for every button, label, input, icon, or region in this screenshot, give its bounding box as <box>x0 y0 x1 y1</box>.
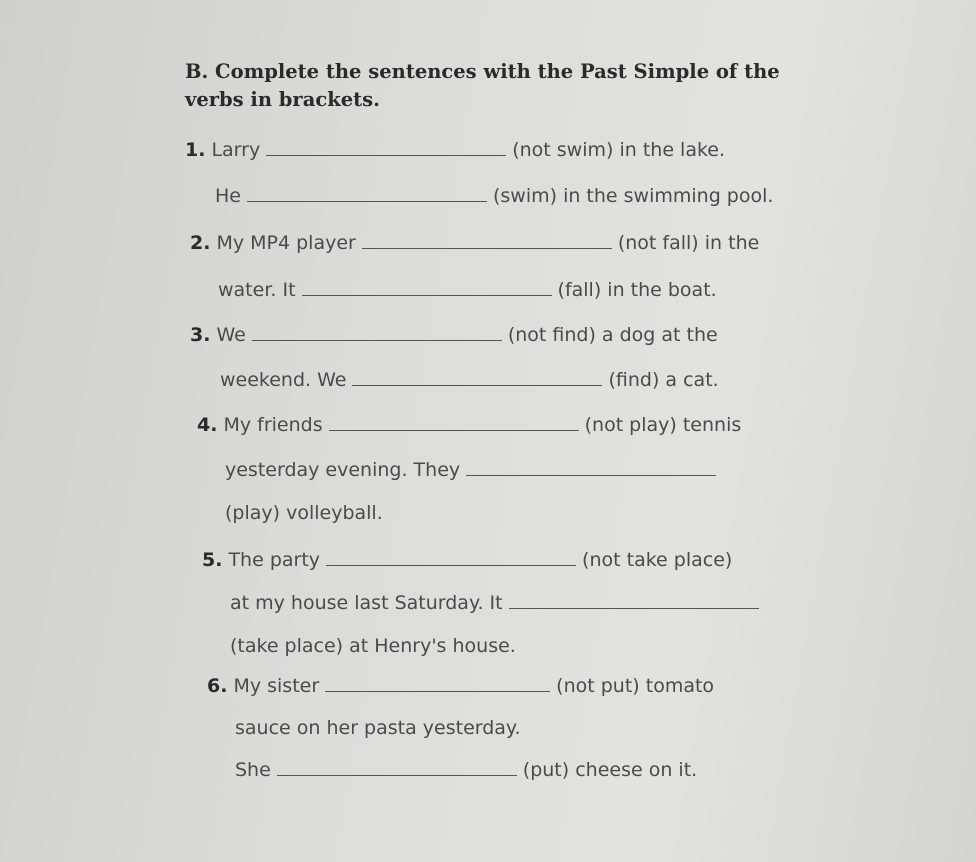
sentence-line <box>225 457 722 481</box>
answer-blank[interactable] <box>266 137 506 156</box>
sentence-line <box>218 277 717 301</box>
item-number: 1. <box>185 139 206 161</box>
verb-hint: (not find) a dog at the <box>507 324 718 346</box>
sentence-line <box>197 412 741 436</box>
answer-blank[interactable] <box>352 367 602 386</box>
sentence-line <box>230 635 516 657</box>
answer-blank[interactable] <box>302 277 552 296</box>
sentence-line <box>230 590 765 614</box>
answer-blank[interactable] <box>277 757 517 776</box>
verb-hint: (fall) in the boat. <box>557 279 717 301</box>
sentence-text: at my house last Saturday. It <box>230 592 503 614</box>
sentence-text: She <box>235 759 271 781</box>
answer-blank[interactable] <box>329 412 579 431</box>
sentence-line <box>185 137 725 161</box>
sentence-text: water. It <box>218 279 296 301</box>
sentence-text: (take place) at Henry's house. <box>230 635 516 657</box>
verb-hint: (swim) in the swimming pool. <box>492 185 774 207</box>
item-number: 4. <box>197 414 218 436</box>
verb-hint: (not play) tennis <box>584 414 742 436</box>
sentence-line <box>207 673 714 697</box>
answer-blank[interactable] <box>247 183 487 202</box>
item-number: 5. <box>202 549 223 571</box>
answer-blank[interactable] <box>325 673 550 692</box>
sentence-line <box>215 183 773 207</box>
sentence-text: sauce on her pasta yesterday. <box>235 717 521 739</box>
sentence-text: (play) volleyball. <box>225 502 383 524</box>
answer-blank[interactable] <box>326 547 576 566</box>
verb-hint: (not take place) <box>582 549 733 571</box>
verb-hint: (not put) tomato <box>556 675 715 697</box>
sentence-line <box>190 322 718 346</box>
sentence-text: Larry <box>211 139 261 161</box>
sentence-text: The party <box>228 549 321 571</box>
verb-hint: (not swim) in the lake. <box>512 139 726 161</box>
sentence-line <box>225 502 383 524</box>
sentence-text: We <box>216 324 246 346</box>
answer-blank[interactable] <box>466 457 716 476</box>
item-number: 6. <box>207 675 228 697</box>
sentence-line <box>220 367 719 391</box>
answer-blank[interactable] <box>362 230 612 249</box>
item-number: 2. <box>190 232 211 254</box>
sentence-text: My MP4 player <box>216 232 356 254</box>
sentence-line <box>235 757 697 781</box>
item-number: 3. <box>190 324 211 346</box>
sentence-text: My sister <box>233 675 320 697</box>
verb-hint: (not fall) in the <box>617 232 760 254</box>
sentence-line <box>202 547 732 571</box>
sentence-text: My friends <box>223 414 323 436</box>
sentence-line <box>235 717 521 739</box>
verb-hint: (put) cheese on it. <box>522 759 698 781</box>
sentence-text: weekend. We <box>220 369 347 391</box>
answer-blank[interactable] <box>509 590 759 609</box>
answer-blank[interactable] <box>252 322 502 341</box>
sentence-text: He <box>215 185 241 207</box>
verb-hint: (find) a cat. <box>608 369 719 391</box>
sentence-line <box>190 230 759 254</box>
sentence-text: yesterday evening. They <box>225 459 461 481</box>
exercise-title: B. Complete the sentences with the Past Simple of the verbs in brackets. <box>185 60 780 111</box>
